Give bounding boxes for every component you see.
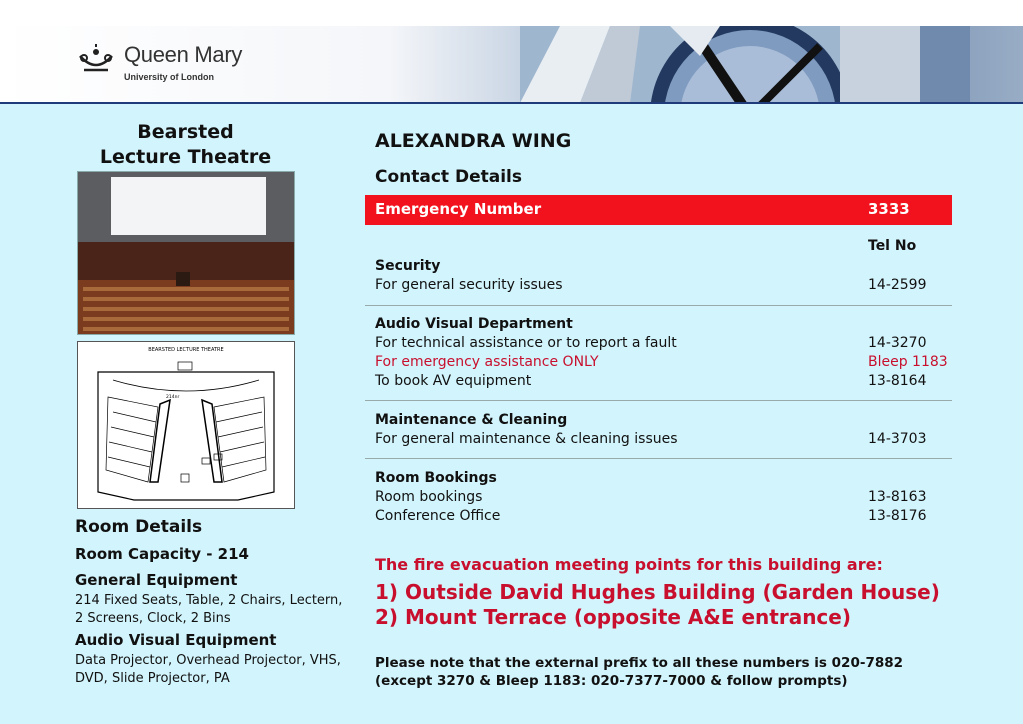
prefix-note bbox=[375, 654, 975, 690]
logo-name: Queen Mary bbox=[124, 42, 243, 67]
prefix-note-line1: Please note that the external prefix to all these numbers is 020-7882 bbox=[375, 655, 904, 671]
room-details-heading: Room Details bbox=[75, 517, 203, 537]
contact-row-text: Conference Office bbox=[375, 508, 501, 524]
fire-point-1: 1) Outside David Hughes Building (Garden House) bbox=[375, 580, 940, 604]
room-photo bbox=[77, 171, 295, 335]
crown-icon bbox=[76, 44, 116, 78]
section-heading-av: Audio Visual Department bbox=[375, 316, 573, 332]
section-heading-room-bookings: Room Bookings bbox=[375, 470, 497, 486]
contact-details-heading: Contact Details bbox=[375, 167, 522, 187]
room-capacity: Room Capacity - 214 bbox=[75, 545, 249, 563]
emergency-number: 3333 bbox=[868, 200, 910, 218]
section-heading-maintenance: Maintenance & Cleaning bbox=[375, 412, 568, 428]
qmul-logo[interactable] bbox=[76, 42, 256, 86]
top-band bbox=[0, 0, 1023, 26]
emergency-label: Emergency Number bbox=[375, 200, 542, 218]
general-equipment-heading: General Equipment bbox=[75, 571, 238, 589]
logo-subtitle: University of London bbox=[124, 72, 214, 82]
contact-row-text: For technical assistance or to report a fault bbox=[375, 335, 677, 351]
floor-plan bbox=[77, 341, 295, 509]
clock-tower-image bbox=[520, 26, 970, 103]
contact-row-text-emergency: For emergency assistance ONLY bbox=[375, 354, 599, 370]
room-title-line2: Lecture Theatre bbox=[99, 146, 272, 168]
contact-row-text: To book AV equipment bbox=[375, 373, 532, 389]
contact-row-number-emergency: Bleep 1183 bbox=[868, 354, 948, 370]
contact-row-number: 14-3270 bbox=[868, 335, 927, 351]
plan-seat-label: 214nr bbox=[166, 395, 180, 400]
contact-row-number: 13-8163 bbox=[868, 489, 927, 505]
av-equipment-heading: Audio Visual Equipment bbox=[75, 631, 277, 649]
emergency-bar bbox=[365, 195, 952, 225]
contact-row-text: Room bookings bbox=[375, 489, 483, 505]
contact-row-number: 13-8164 bbox=[868, 373, 927, 389]
room-title bbox=[78, 120, 293, 170]
tel-no-heading: Tel No bbox=[868, 238, 917, 254]
contact-row-number: 14-3703 bbox=[868, 431, 927, 447]
general-equipment-text: 214 Fixed Seats, Table, 2 Chairs, Lectern, 2 Screens, Clock, 2 Bins bbox=[75, 593, 343, 626]
contact-row-text: For general security issues bbox=[375, 277, 563, 293]
plan-caption: BEARSTED LECTURE THEATRE bbox=[148, 347, 224, 353]
section-divider bbox=[365, 400, 952, 401]
prefix-note-line2: (except 3270 & Bleep 1183: 020-7377-7000 & follow prompts) bbox=[375, 673, 848, 689]
contact-row-text: For general maintenance & cleaning issues bbox=[375, 431, 678, 447]
contact-row-number: 14-2599 bbox=[868, 277, 927, 293]
contact-row-number: 13-8176 bbox=[868, 508, 927, 524]
section-divider bbox=[365, 305, 952, 306]
room-title-line1: Bearsted bbox=[137, 121, 234, 143]
fire-point-2: 2) Mount Terrace (opposite A&E entrance) bbox=[375, 605, 851, 629]
wing-title: ALEXANDRA WING bbox=[375, 130, 572, 152]
section-divider bbox=[365, 458, 952, 459]
lecture-theatre-photo bbox=[78, 172, 294, 334]
av-equipment-text: Data Projector, Overhead Projector, VHS, DVD, Slide Projector, PA bbox=[75, 653, 341, 686]
fire-evacuation-intro: The fire evacuation meeting points for this building are: bbox=[375, 555, 883, 574]
section-heading-security: Security bbox=[375, 258, 441, 274]
